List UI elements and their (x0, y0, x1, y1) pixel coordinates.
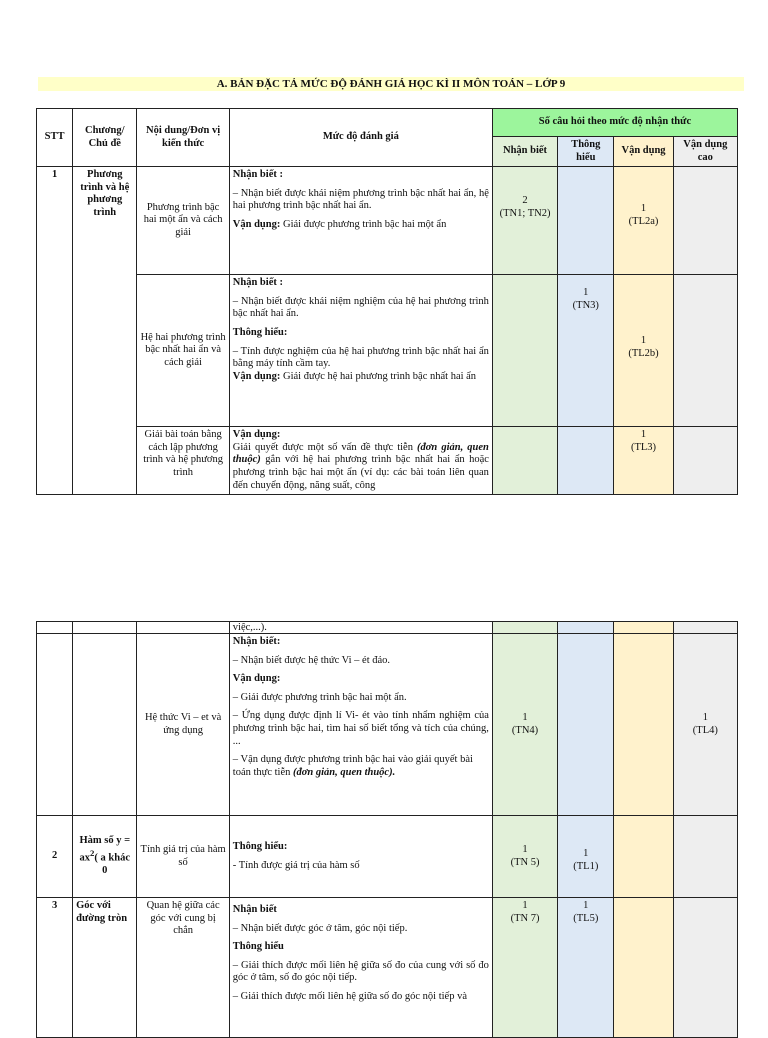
row-chuong: Hàm số $y = ax^2$( a khác 0 (73, 816, 137, 898)
table-row (37, 167, 738, 275)
header-socauhoi: Số câu hỏi theo mức độ nhận thức (492, 109, 737, 137)
table-row (37, 427, 738, 495)
cell-vandung (614, 816, 673, 898)
question-count: 1 (640, 335, 647, 347)
level-label: Thông hiểu: (232, 840, 288, 852)
table-row (37, 816, 738, 898)
level-label: Nhận biết : (232, 277, 283, 289)
cell-thonghieu (558, 167, 614, 275)
question-count: 1 (583, 287, 589, 299)
row-noidung: Tính giá trị của hàm số (137, 816, 229, 898)
header-vandungcao: Vận dụng cao (673, 137, 737, 167)
criterion-text: Giải được hệ hai phương trình bậc nhất hai ẩn (280, 370, 477, 382)
cell-vandungcao (673, 427, 737, 495)
question-code: (TL2a) (628, 215, 659, 227)
level-label: Nhận biết: (232, 636, 281, 647)
row-stt: 3 (37, 898, 73, 1038)
question-code: (TL4) (692, 724, 718, 736)
criterion-text: – Tính được nghiệm của hệ hai phương trình bậc nhất hai ẩn bằng máy tính cầm tay. (232, 345, 489, 370)
criterion-text: – Nhận biết được hệ thức Vi – ét đảo. (232, 654, 391, 666)
cell-thonghieu (558, 275, 614, 427)
level-label: Vận dụng: (232, 218, 281, 230)
criterion-text: Giải được phương trình bậc hai một ẩn (280, 218, 447, 230)
question-code: (TL5) (573, 912, 599, 924)
question-count: 1 (702, 711, 708, 723)
cell-vandung (614, 634, 673, 816)
question-count: 1 (522, 843, 528, 855)
level-label: Thông hiểu: (232, 326, 288, 338)
level-label: Vận dụng: (232, 673, 281, 685)
question-code: (TN1; TN2) (499, 207, 551, 219)
row-stt: 1 (37, 167, 73, 495)
spec-table-page2 (36, 621, 738, 1038)
question-count: 1 (583, 848, 589, 859)
question-count: 1 (522, 900, 528, 911)
cell-vandung (614, 167, 673, 275)
table-row (37, 898, 738, 1038)
question-code: (TN 5) (510, 856, 540, 868)
level-label: Nhận biết : (232, 169, 283, 181)
question-count: 1 (583, 900, 589, 911)
row-mucdo (229, 167, 492, 275)
cell-nhanbiet (492, 634, 557, 816)
cell-nhanbiet (492, 427, 557, 495)
question-code: (TL2b) (628, 347, 659, 359)
row-stt: 2 (37, 816, 73, 898)
row-noidung: Phương trình bậc hai một ẩn và cách giải (137, 167, 229, 275)
header-chuong: Chương/ Chủ đề (73, 109, 137, 167)
row-mucdo (229, 634, 492, 816)
header-nhanbiet: Nhận biết (492, 137, 557, 167)
cell-vandung (614, 427, 673, 495)
cell-nhanbiet (492, 167, 557, 275)
level-label: Vận dụng: (232, 370, 281, 382)
question-count: 1 (640, 203, 647, 215)
level-label: Nhận biết (232, 904, 277, 915)
question-code: (TL3) (630, 441, 657, 453)
criterion-text: – Giải được phương trình bậc hai một ẩn. (232, 691, 407, 703)
criterion-text: Giải quyết được một số vấn đề thực tiễn (232, 441, 418, 453)
header-thonghieu: Thông hiểu (558, 137, 614, 167)
criterion-text: việc,...). (229, 622, 492, 634)
document-title: A. BẢN ĐẶC TẢ MỨC ĐỘ ĐÁNH GIÁ HỌC KÌ II MÔN TOÁN – LỚP 9 (38, 77, 744, 91)
row-mucdo (229, 816, 492, 898)
table-row (37, 622, 738, 634)
criterion-text: – Nhận biết được góc ở tâm, góc nội tiếp. (232, 922, 408, 934)
criterion-text: – Giải thích được mối liên hệ giữa số đo góc nội tiếp và (232, 990, 467, 1002)
cell-nhanbiet (492, 275, 557, 427)
question-count: 1 (640, 429, 647, 441)
question-code: (TN3) (572, 299, 599, 311)
header-noidung: Nội dung/Đơn vị kiến thức (137, 109, 229, 167)
row-mucdo (229, 898, 492, 1038)
criterion-emphasis: (đơn giản, quen thuộc) (232, 441, 489, 466)
table-row (37, 275, 738, 427)
criterion-text: - Tính được giá trị của hàm số (232, 859, 360, 871)
cell-thonghieu (558, 634, 614, 816)
question-code: (TL1) (573, 860, 599, 872)
criterion-text: – Ứng dụng được định lí Vi- ét vào tính nhẩm nghiệm của phương trình bậc hai, tìm hai số biết tổng và tích của chúng, ... (232, 710, 489, 747)
criterion-text: – Giải thích được mối liên hệ giữa số đo của cung với số đo góc ở tâm, số đo góc nội tiếp. (232, 959, 489, 984)
row-noidung: Quan hệ giữa các góc với cung bị chắn (137, 898, 229, 1038)
criterion-text: – Nhận biết được khái niệm phương trình bậc nhất hai ẩn, hệ hai phương trình bậc nhất hai ẩn. (232, 187, 489, 212)
cell-nhanbiet (492, 898, 557, 1038)
header-stt: STT (37, 109, 73, 167)
question-count: 2 (522, 195, 528, 207)
spec-table-page1 (36, 108, 738, 495)
level-label: Thông hiểu (232, 941, 284, 953)
question-code: (TN 7) (510, 912, 540, 924)
row-chuong: Phương trình và hệ phương trình (73, 167, 137, 495)
cell-vandungcao (673, 634, 737, 816)
table-row (37, 634, 738, 816)
row-noidung: Giải bài toán bằng cách lập phương trình và hệ phương trình (137, 427, 229, 495)
cell-vandungcao (673, 898, 737, 1038)
cell-vandungcao (673, 275, 737, 427)
criterion-text: gắn với hệ hai phương trình bậc nhất hai ẩn hoặc phương trình bậc hai một ẩn (ví dụ: các bài toán liên quan đến chuyển động, năng suất, công (232, 454, 489, 491)
criterion-text: – Nhận biết được khái niệm nghiệm của hệ hai phương trình bậc nhất hai ẩn. (232, 295, 489, 320)
cell-nhanbiet (492, 816, 557, 898)
row-chuong: Góc với đường tròn (73, 898, 137, 1038)
cell-vandung (614, 898, 673, 1038)
row-mucdo (229, 427, 492, 495)
cell-thonghieu (558, 427, 614, 495)
level-label: Vận dụng: (232, 429, 281, 441)
row-noidung: Hệ thức Vi – et và ứng dụng (137, 634, 229, 816)
question-code: (TN4) (511, 724, 539, 736)
cell-vandungcao (673, 816, 737, 898)
header-vandung: Vận dụng (614, 137, 673, 167)
criterion-text: – Vận dụng được phương trình bậc hai vào giải quyết bài toán thực tiễn (232, 754, 473, 778)
cell-thonghieu (558, 898, 614, 1038)
header-mucdo: Mức độ đánh giá (229, 109, 492, 167)
cell-vandung (614, 275, 673, 427)
row-noidung: Hệ hai phương trình bậc nhất hai ẩn và cách giải (137, 275, 229, 427)
question-count: 1 (522, 711, 528, 723)
cell-thonghieu (558, 816, 614, 898)
row-mucdo (229, 275, 492, 427)
criterion-emphasis: (đơn giản, quen thuộc). (293, 766, 396, 778)
cell-vandungcao (673, 167, 737, 275)
